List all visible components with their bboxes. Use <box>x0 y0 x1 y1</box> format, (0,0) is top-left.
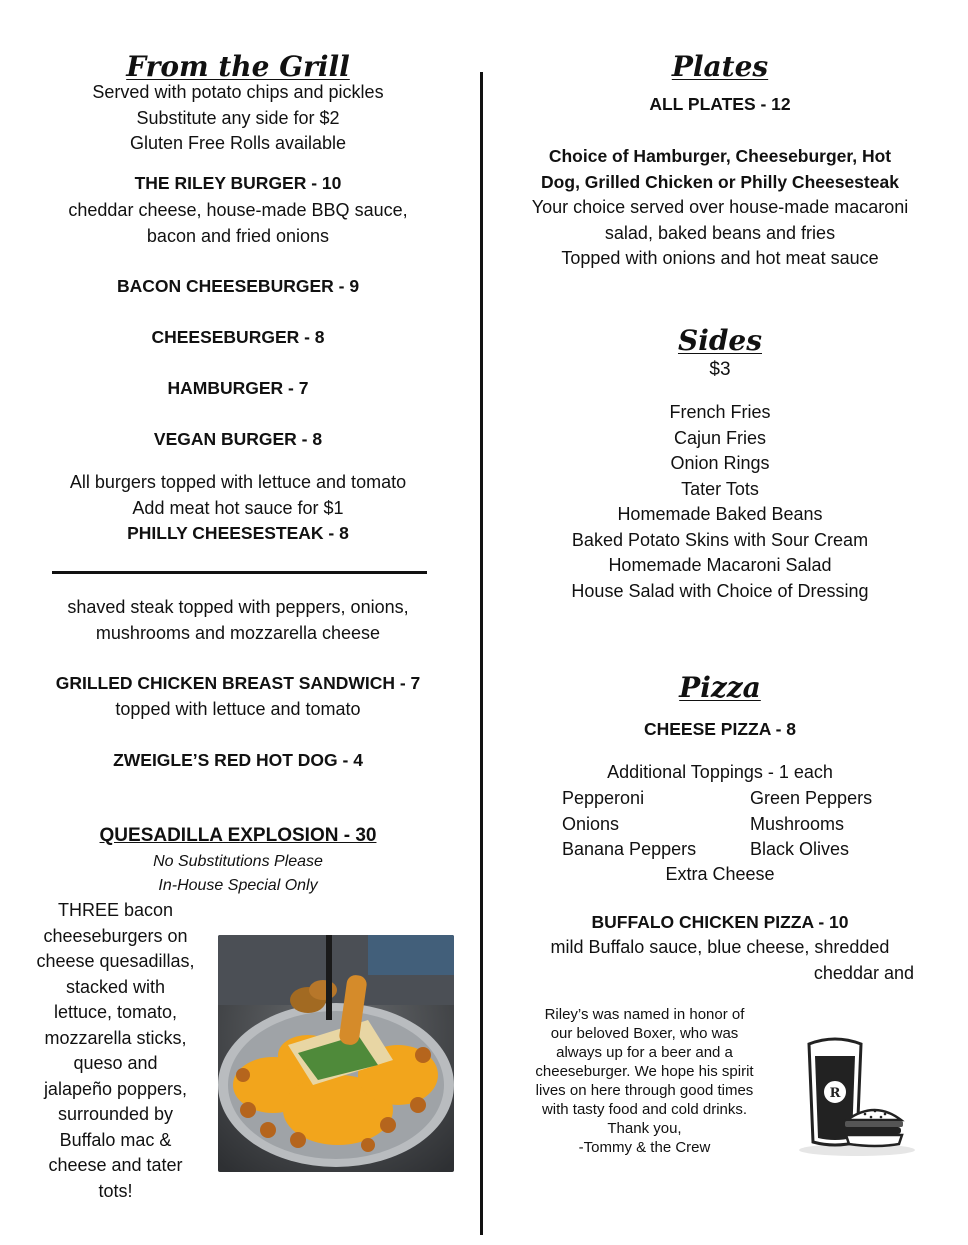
vegan-burger-name: VEGAN BURGER - 8 <box>153 429 323 449</box>
buffalo-pizza-name: BUFFALO CHICKEN PIZZA - 10 <box>591 912 849 932</box>
side-item: Baked Potato Skins with Sour Cream <box>571 529 869 550</box>
philly-name: PHILLY CHEESESTEAK - 8 <box>127 523 349 543</box>
quesadilla-desc-line: cheese and tater <box>48 1155 183 1175</box>
quesadilla-desc-line: lettuce, tomato, <box>53 1002 178 1022</box>
philly-desc-line: mushrooms and mozzarella cheese <box>95 622 381 643</box>
topping-item: Banana Peppers <box>562 839 697 859</box>
dedication-line: Riley’s was named in honor of <box>544 1006 745 1023</box>
plates-desc <box>500 195 940 272</box>
dedication-line: our beloved Boxer, who was <box>550 1025 739 1042</box>
quesadilla-desc-line: jalapeño poppers, <box>43 1078 188 1099</box>
side-item: Cajun Fries <box>673 427 767 448</box>
side-item: French Fries <box>669 402 771 422</box>
grill-intro-line: Served with potato chips and pickles <box>92 82 384 102</box>
quesadilla-name: QUESADILLA EXPLOSION - 30 <box>99 825 377 846</box>
quesadilla-desc-line: mozzarella sticks, <box>44 1027 187 1048</box>
topping-item: Green Peppers <box>750 788 873 808</box>
plates-price: ALL PLATES - 12 <box>649 94 791 114</box>
quesadilla-desc-line: Buffalo mac & <box>59 1129 172 1150</box>
toppings-title: Additional Toppings - 1 each <box>607 762 833 782</box>
riley-burger-name: THE RILEY BURGER - 10 <box>134 173 342 193</box>
chicken-sandwich-name: GRILLED CHICKEN BREAST SANDWICH - 7 <box>55 673 421 693</box>
side-item: House Salad with Choice of Dressing <box>571 580 869 601</box>
hot-dog-name: ZWEIGLE’S RED HOT DOG - 4 <box>113 750 363 770</box>
quesadilla-note-line: No Substitutions Please <box>153 853 323 870</box>
plates-title: Plates <box>671 50 769 83</box>
quesadilla-desc-line: cheese quesadillas, <box>36 951 195 971</box>
grill-intro-line: Gluten Free Rolls available <box>129 133 347 153</box>
dedication-note <box>512 1005 777 1157</box>
quesadilla-photo <box>218 935 454 1172</box>
grill-intro <box>18 80 458 157</box>
cheeseburger-name: CHEESEBURGER - 8 <box>151 327 325 347</box>
pizza-title: Pizza <box>679 671 761 704</box>
quesadilla-desc-line: surrounded by <box>57 1104 174 1124</box>
riley-burger-desc-line: bacon and fried onions <box>146 225 330 246</box>
plates-choice <box>500 144 940 195</box>
side-item: Onion Rings <box>670 453 770 473</box>
burger-note-line: Add meat hot sauce for $1 <box>132 497 344 518</box>
dedication-line: lives on here through good times <box>535 1082 754 1099</box>
topping-item: Mushrooms <box>750 813 845 834</box>
sides-list <box>500 400 940 604</box>
quesadilla-desc-line: cheeseburgers on <box>43 925 188 946</box>
quesadilla-desc-line: queso and <box>73 1053 158 1073</box>
topping-item: Pepperoni <box>562 788 645 808</box>
grill-title: From the Grill <box>126 50 350 83</box>
plates-desc-line: salad, baked beans and fries <box>604 222 836 243</box>
bacon-cheeseburger-name: BACON CHEESEBURGER - 9 <box>116 276 360 296</box>
toppings-left <box>562 786 696 863</box>
cheese-pizza-name: CHEESE PIZZA - 8 <box>643 719 796 739</box>
plates-choice-line: Dog, Grilled Chicken or Philly Cheesesteak <box>541 171 899 192</box>
dedication-line: with tasty food and cold drinks. <box>541 1101 748 1118</box>
hamburger-name: HAMBURGER - 7 <box>167 378 309 398</box>
quesadilla-note-line: In-House Special Only <box>158 877 318 894</box>
side-item: Homemade Macaroni Salad <box>608 555 832 575</box>
burger-note-line: All burgers topped with lettuce and tomato <box>69 472 407 492</box>
quesadilla-desc <box>18 898 213 1204</box>
topping-item: Black Olives <box>750 839 850 859</box>
side-item: Homemade Baked Beans <box>617 504 823 524</box>
extra-cheese: Extra Cheese <box>665 864 775 884</box>
philly-divider <box>52 571 427 574</box>
quesadilla-desc-line: stacked with <box>65 976 166 997</box>
dedication-line: -Tommy & the Crew <box>578 1139 711 1156</box>
burger-notes <box>18 470 458 521</box>
grill-intro-line: Substitute any side for $2 <box>136 107 340 128</box>
beer-burger-logo-icon <box>795 1030 915 1160</box>
philly-desc <box>18 595 458 646</box>
philly-desc-line: shaved steak topped with peppers, onions, <box>67 597 409 617</box>
quesadilla-notes <box>18 850 458 898</box>
logo-letter: R <box>829 1086 841 1101</box>
topping-item: Onions <box>562 813 620 834</box>
plates-choice-line: Choice of Hamburger, Cheeseburger, Hot <box>548 146 892 166</box>
plates-desc-line: Topped with onions and hot meat sauce <box>561 248 879 268</box>
riley-burger-desc-line: cheddar cheese, house-made BBQ sauce, <box>68 200 408 220</box>
dedication-line: always up for a beer and a <box>556 1044 733 1061</box>
chicken-sandwich-desc: topped with lettuce and tomato <box>115 699 361 719</box>
sides-title: Sides <box>677 324 762 357</box>
dedication-line: cheeseburger. We hope his spirit <box>535 1063 754 1080</box>
riley-burger-desc <box>18 198 458 249</box>
column-divider <box>480 72 483 1235</box>
dedication-line: Thank you, <box>607 1120 682 1137</box>
plates-desc-line: Your choice served over house-made macaroni <box>531 197 909 217</box>
buffalo-pizza-desc-2: cheddar and <box>813 963 914 983</box>
sides-price: $3 <box>709 359 731 380</box>
buffalo-pizza-desc-1: mild Buffalo sauce, blue cheese, shredded <box>550 937 890 957</box>
quesadilla-desc-line: THREE bacon <box>57 900 174 920</box>
quesadilla-desc-line: tots! <box>98 1180 133 1201</box>
side-item: Tater Tots <box>681 478 759 499</box>
toppings-right <box>750 786 872 863</box>
